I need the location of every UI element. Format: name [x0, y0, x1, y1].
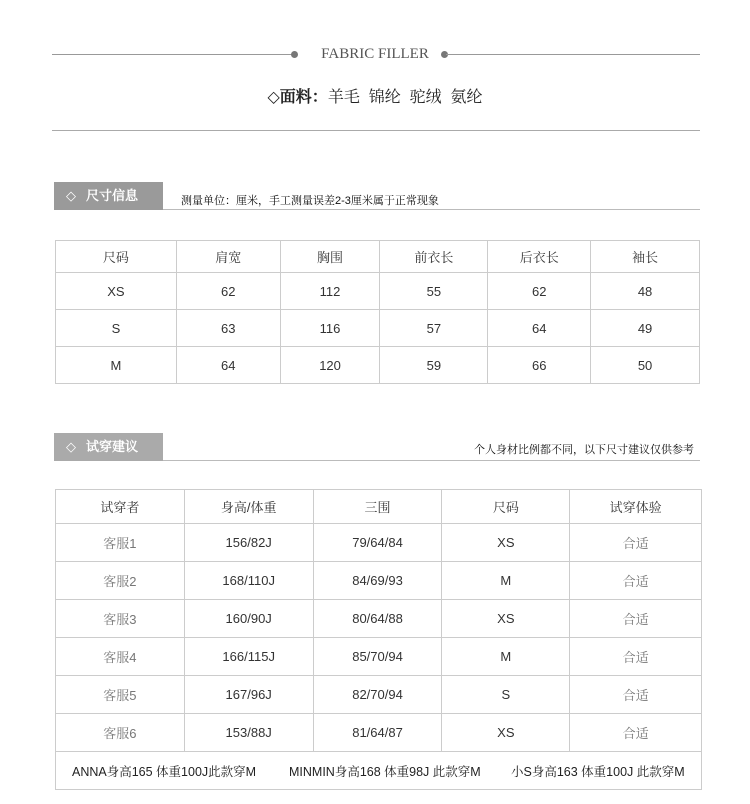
cell: 166/115J: [184, 638, 313, 676]
table-row: [56, 524, 702, 562]
cell: 66: [488, 347, 591, 384]
cell: 55: [380, 273, 488, 310]
header-cell: 尺码: [56, 241, 177, 273]
header-cell: 试穿者: [56, 490, 185, 524]
header-cell: 前衣长: [380, 241, 488, 273]
divider: [163, 209, 700, 210]
table-row: [56, 310, 700, 347]
cell: 57: [380, 310, 488, 347]
cell: 合适: [570, 600, 702, 638]
cell: 50: [591, 347, 700, 384]
cell: 64: [176, 347, 280, 384]
fit-table: [55, 489, 702, 790]
footer-note: ANNA身高165 体重100J此款穿M: [72, 764, 257, 779]
header-cell: 尺码: [442, 490, 570, 524]
footer-note: 小S身高163 体重100J 此款穿M: [511, 764, 685, 779]
cell: 160/90J: [184, 600, 313, 638]
cell: 客服1: [56, 524, 185, 562]
cell: S: [56, 310, 177, 347]
table-row: [56, 714, 702, 752]
footer-note: MINMIN身高168 体重98J 此款穿M: [289, 764, 481, 779]
fabric-title: FABRIC FILLER: [321, 46, 429, 62]
fit-section-header: [54, 433, 163, 461]
cell: M: [442, 638, 570, 676]
cell: 48: [591, 273, 700, 310]
cell: 合适: [570, 714, 702, 752]
cell: 120: [280, 347, 380, 384]
diamond-icon: ◇: [66, 439, 76, 454]
cell: 客服6: [56, 714, 185, 752]
cell: 合适: [570, 562, 702, 600]
footer-row: [56, 752, 702, 790]
header-cell: 袖长: [591, 241, 700, 273]
size-section-header: [54, 182, 163, 210]
fabric-list: 羊毛 锦纶 驼绒 氨纶: [327, 89, 483, 106]
cell: 客服4: [56, 638, 185, 676]
cell: 80/64/88: [313, 600, 442, 638]
cell: 客服2: [56, 562, 185, 600]
table-row: [56, 676, 702, 714]
header-cell: 身高/体重: [184, 490, 313, 524]
cell: 81/64/87: [313, 714, 442, 752]
size-table: [55, 240, 700, 384]
cell: 62: [488, 273, 591, 310]
header-cell: 肩宽: [176, 241, 280, 273]
table-row: [56, 638, 702, 676]
cell: M: [56, 347, 177, 384]
cell: 合适: [570, 524, 702, 562]
cell: 168/110J: [184, 562, 313, 600]
divider: [446, 54, 700, 55]
size-note: 测量单位：厘米，手工测量误差2-3厘米属于正常现象: [181, 195, 439, 207]
cell: 112: [280, 273, 380, 310]
cell: 167/96J: [184, 676, 313, 714]
cell: 153/88J: [184, 714, 313, 752]
fabric-label: ◇面料：: [267, 89, 328, 106]
table-header-row: [56, 241, 700, 273]
divider: [52, 130, 700, 131]
divider: [163, 460, 700, 461]
fabric-materials: [0, 84, 750, 107]
cell: 49: [591, 310, 700, 347]
table-header-row: [56, 490, 702, 524]
table-row: [56, 600, 702, 638]
cell: 合适: [570, 638, 702, 676]
cell: 156/82J: [184, 524, 313, 562]
section-title: 尺寸信息: [86, 188, 139, 203]
cell: 62: [176, 273, 280, 310]
cell: M: [442, 562, 570, 600]
table-row: [56, 347, 700, 384]
cell: S: [442, 676, 570, 714]
fit-note: 个人身材比例都不同，以下尺寸建议仅供参考: [474, 444, 694, 456]
cell: 客服5: [56, 676, 185, 714]
cell: XS: [442, 524, 570, 562]
cell: 客服3: [56, 600, 185, 638]
cell: 82/70/94: [313, 676, 442, 714]
cell: XS: [56, 273, 177, 310]
cell: 84/69/93: [313, 562, 442, 600]
header-cell: 后衣长: [488, 241, 591, 273]
cell: 合适: [570, 676, 702, 714]
cell: 116: [280, 310, 380, 347]
table-row: [56, 562, 702, 600]
cell: 85/70/94: [313, 638, 442, 676]
cell: XS: [442, 714, 570, 752]
cell: 63: [176, 310, 280, 347]
diamond-icon: ◇: [66, 188, 76, 203]
table-row: [56, 273, 700, 310]
cell: 59: [380, 347, 488, 384]
header-cell: 试穿体验: [570, 490, 702, 524]
cell: 64: [488, 310, 591, 347]
cell: XS: [442, 600, 570, 638]
section-title: 试穿建议: [86, 439, 139, 454]
header-cell: 三围: [313, 490, 442, 524]
cell: 79/64/84: [313, 524, 442, 562]
header-cell: 胸围: [280, 241, 380, 273]
